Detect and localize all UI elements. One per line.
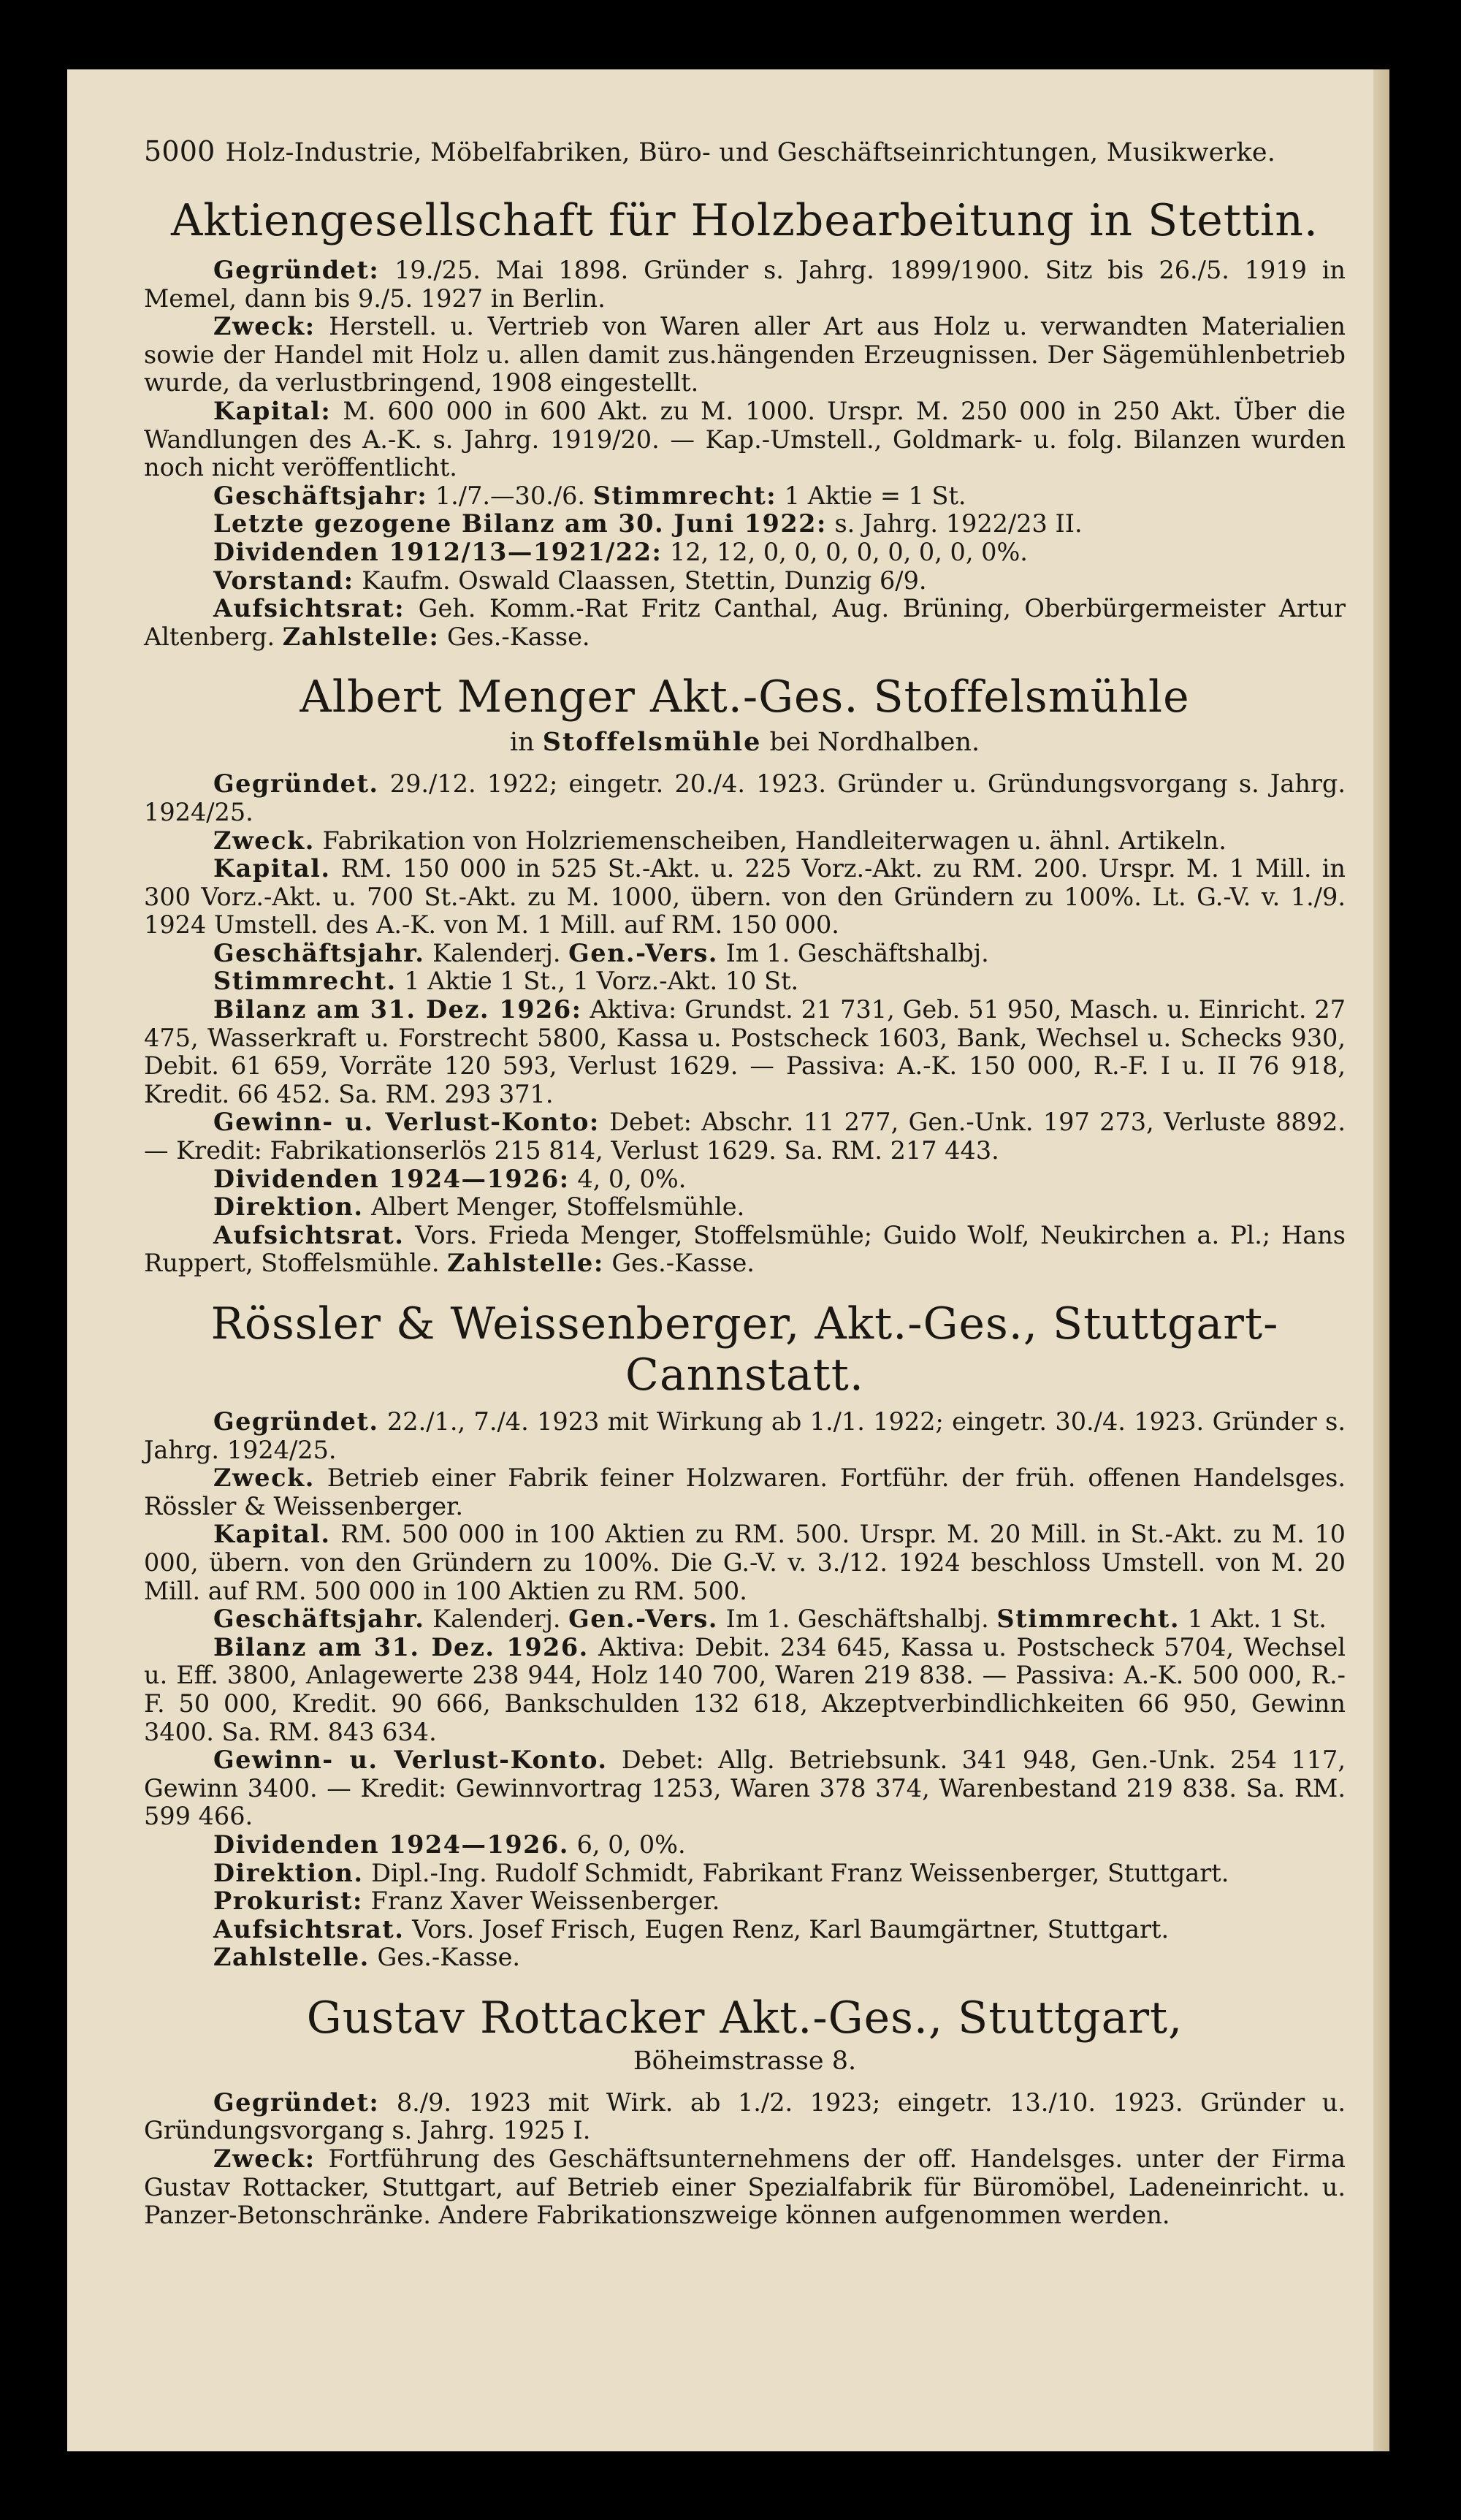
entry-paragraph	[144, 940, 1346, 968]
para-label: Gen.-Vers.	[568, 938, 718, 967]
entry-title: Albert Menger Akt.-Ges. Stoffelsmühle	[300, 671, 1190, 723]
entry-paragraph	[144, 1887, 1346, 1916]
para-text: Debet: Abschr. 11 277, Gen.-Unk. 197 273, Verluste 8892. — Kredit: Fabrikationserlös 215 814, Verlust 1629. Sa. RM. 217 443.	[144, 1108, 1346, 1165]
para-label: Direktion.	[213, 1192, 364, 1222]
entry-paragraph	[144, 567, 1346, 595]
entry-paragraph	[144, 2089, 1346, 2145]
para-label: Direktion.	[213, 1858, 364, 1887]
para-text: Herstell. u. Vertrieb von Waren aller Art aus Holz u. verwandten Materialien sowie der Handel mit Holz u. allen damit zus.hängenden Erzeugnissen. Der Sägemühlenbetrieb wurde, da verlustbringend, 1908 eingestellt.	[144, 312, 1346, 397]
para-label: Zweck:	[213, 2144, 316, 2174]
para-text: Ges.-Kasse.	[603, 1249, 755, 1278]
entry-paragraph	[144, 313, 1346, 397]
para-label: Gewinn- u. Verlust-Konto:	[213, 1108, 600, 1137]
entry-paragraph	[144, 1634, 1346, 1746]
para-label: Geschäftsjahr.	[213, 1604, 425, 1634]
para-label: Gegründet:	[213, 256, 380, 284]
location-prefix: in	[509, 728, 543, 758]
location-place: Böheimstrasse 8.	[633, 2046, 857, 2076]
para-label: Dividenden 1924—1926:	[213, 1164, 570, 1193]
para-text: Aktiva: Debit. 234 645, Kassa u. Postscheck 5704, Wechsel u. Eff. 3800, Anlagewerte 238 944, Holz 140 700, Waren 219 838. — Passiva: A.-K. 500 000, R.-F. 50 000, Kredit. 90 666, Bankschulden 132 618, Akzeptverbindlichkeiten 66 950, Gewinn 3400. Sa. RM. 843 634.	[144, 1632, 1346, 1746]
entry-paragraph	[144, 1408, 1346, 1464]
entry-paragraph	[144, 538, 1346, 567]
para-text: 1./7.—30./6.	[427, 481, 593, 510]
entry-paragraph	[144, 1944, 1346, 1972]
para-text: Fortführung des Geschäftsunternehmens der off. Handelsges. unter der Firma Gustav Rottacker, Stuttgart, auf Betrieb einer Spezialfabrik für Büromöbel, Ladeneinricht. u. Panzer-Betonschränke. Andere Fabrikationszweige können aufgenommen werden.	[144, 2144, 1346, 2230]
entry-paragraph	[144, 1165, 1346, 1194]
entry-title: Gustav Rottacker Akt.-Ges., Stuttgart,	[306, 1992, 1183, 2044]
para-label: Geschäftsjahr.	[213, 938, 425, 967]
page-number: 5000	[144, 135, 215, 167]
para-label: Vorstand:	[213, 566, 354, 595]
entry-paragraph	[144, 1520, 1346, 1605]
entry-location	[144, 727, 1346, 757]
para-label: Gegründet:	[213, 2087, 380, 2117]
para-label: Zweck.	[213, 826, 315, 855]
para-label: Letzte gezogene Bilanz am 30. Juni 1922:	[213, 509, 827, 538]
page-content	[144, 135, 1346, 2230]
para-label: Kapital.	[213, 1520, 331, 1549]
entry-paragraph	[144, 1605, 1346, 1634]
para-text: Geh. Komm.-Rat Fritz Canthal, Aug. Brüning, Oberbürgermeister Artur Altenberg.	[144, 594, 1346, 651]
para-label: Geschäftsjahr:	[213, 481, 428, 510]
para-text: Vors. Frieda Menger, Stoffelsmühle; Guido Wolf, Neukirchen a. Pl.; Hans Ruppert, Stoffelsmühle.	[144, 1220, 1346, 1278]
running-header	[144, 135, 1346, 167]
para-text: Kalenderj.	[424, 938, 569, 967]
para-text: 8./9. 1923 mit Wirk. ab 1./2. 1923; eingetr. 13./10. 1923. Gründer u. Gründungsvorgang s. Jahrg. 1925 I.	[144, 2087, 1346, 2145]
entry-paragraph	[144, 2145, 1346, 2230]
para-text: Vors. Josef Frisch, Eugen Renz, Karl Baumgärtner, Stuttgart.	[404, 1914, 1170, 1944]
para-text: Kaufm. Oswald Claassen, Stettin, Dunzig 6/9.	[354, 566, 927, 595]
entry-paragraph	[144, 1746, 1346, 1831]
para-text: 29./12. 1922; eingetr. 20./4. 1923. Gründer u. Gründungsvorgang s. Jahrg. 1924/25.	[144, 769, 1346, 826]
para-label: Aufsichtsrat.	[213, 1914, 405, 1944]
para-label: Stimmrecht.	[213, 967, 397, 996]
para-text: RM. 150 000 in 525 St.-Akt. u. 225 Vorz.-Akt. zu RM. 200. Urspr. M. 1 Mill. in 300 Vorz.-Akt. u. 700 St.-Akt. zu M. 1000, übern. von den Gründern zu 100%. Lt. G.-V. v. 1./9. 1924 Umstell. des A.-K. von M. 1 Mill. auf RM. 150 000.	[144, 854, 1346, 940]
para-text: 4, 0, 0%.	[569, 1164, 687, 1193]
para-label: Gen.-Vers.	[568, 1604, 718, 1634]
para-text: 22./1., 7./4. 1923 mit Wirkung ab 1./1. 1922; eingetr. 30./4. 1923. Gründer s. Jahrg. 1924/25.	[144, 1407, 1346, 1464]
entry-paragraph	[144, 1222, 1346, 1278]
para-text: s. Jahrg. 1922/23 II.	[826, 509, 1083, 538]
para-label: Zweck.	[213, 1463, 315, 1493]
para-label: Dividenden 1912/13—1921/22:	[213, 537, 663, 566]
para-label: Aufsichtsrat:	[213, 594, 405, 623]
para-label: Stimmrecht:	[592, 481, 777, 510]
entry-paragraph	[144, 996, 1346, 1108]
para-label: Bilanz am 31. Dez. 1926:	[213, 995, 582, 1024]
entry-paragraph	[144, 256, 1346, 313]
entry-paragraph	[144, 1916, 1346, 1944]
para-label: Prokurist:	[213, 1887, 363, 1916]
entry-paragraph	[144, 1859, 1346, 1888]
entry-paragraph	[144, 855, 1346, 940]
entry-paragraph	[144, 967, 1346, 996]
para-text: Im 1. Geschäftshalbj.	[717, 1604, 997, 1634]
entry-paragraph	[144, 770, 1346, 826]
para-text: Aktiva: Grundst. 21 731, Geb. 51 950, Masch. u. Einricht. 27 475, Wasserkraft u. Forstrecht 5800, Kassa u. Postscheck 1603, Bank, Wechsel u. Schecks 930, Debit. 61 659, Vorräte 120 593, Verlust 1629. — Passiva: A.-K. 150 000, R.-F. I u. II 76 918, Kredit. 66 452. Sa. RM. 293 371.	[144, 995, 1346, 1108]
para-text: 1 Akt. 1 St.	[1180, 1604, 1327, 1634]
para-text: M. 600 000 in 600 Akt. zu M. 1000. Urspr. M. 250 000 in 250 Akt. Über die Wandlungen des A.-K. s. Jahrg. 1919/20. — Kap.-Umstell., Goldmark- u. folg. Bilanzen wurden noch nicht veröffentlicht.	[144, 396, 1346, 482]
para-label: Kapital:	[213, 396, 332, 425]
para-text: RM. 500 000 in 100 Aktien zu RM. 500. Urspr. M. 20 Mill. in St.-Akt. zu M. 10 000, übern. von den Gründern zu 100%. Die G.-V. v. 3./12. 1924 beschloss Umstell. von M. 20 Mill. auf RM. 500 000 in 100 Aktien zu RM. 500.	[144, 1520, 1346, 1605]
entry-title: Aktiengesellschaft für Holzbearbeitung in Stettin.	[171, 195, 1319, 246]
book-page	[67, 69, 1389, 2451]
page-edge	[1373, 69, 1389, 2451]
entry-paragraph	[144, 1464, 1346, 1520]
para-label: Bilanz am 31. Dez. 1926.	[213, 1632, 589, 1661]
para-text: Debet: Allg. Betriebsunk. 341 948, Gen.-Unk. 254 117, Gewinn 3400. — Kredit: Gewinnvortrag 1253, Waren 378 374, Warenbestand 219 838. Sa. RM. 599 466.	[144, 1746, 1346, 1831]
para-text: 19./25. Mai 1898. Gründer s. Jahrg. 1899/1900. Sitz bis 26./5. 1919 in Memel, dann bis 9./5. 1927 in Berlin.	[144, 256, 1346, 313]
para-text: 6, 0, 0%.	[568, 1830, 686, 1859]
para-label: Aufsichtsrat.	[213, 1220, 405, 1249]
para-text: Fabrikation von Holzriemenscheiben, Handleiterwagen u. ähnl. Artikeln.	[314, 826, 1227, 855]
para-text: Im 1. Geschäftshalbj.	[717, 938, 989, 967]
para-label: Stimmrecht.	[996, 1604, 1180, 1634]
para-label: Kapital.	[213, 854, 331, 883]
entry-paragraph	[144, 397, 1346, 482]
para-label: Zahlstelle:	[447, 1249, 604, 1278]
para-label: Dividenden 1924—1926.	[213, 1830, 569, 1859]
entry-paragraph	[144, 1831, 1346, 1859]
entry-paragraph	[144, 827, 1346, 856]
para-label: Gewinn- u. Verlust-Konto.	[213, 1746, 608, 1775]
para-text: Kalenderj.	[424, 1604, 569, 1634]
para-text: Franz Xaver Weissenberger.	[362, 1887, 720, 1916]
para-label: Zahlstelle:	[282, 622, 440, 651]
para-label: Zweck:	[213, 312, 316, 341]
entry-paragraph	[144, 510, 1346, 538]
location-suffix: bei Nordhalben.	[761, 728, 980, 758]
para-label: Gegründet.	[213, 769, 379, 799]
location-place: Stoffelsmühle	[542, 727, 762, 758]
para-text: 1 Aktie = 1 St.	[777, 481, 966, 510]
para-text: Ges.-Kasse.	[369, 1943, 521, 1972]
para-label: Gegründet.	[213, 1407, 379, 1436]
entry-title: Rössler & Weissenberger, Akt.-Ges., Stuttgart-Cannstatt.	[210, 1298, 1279, 1401]
para-text: 1 Aktie 1 St., 1 Vorz.-Akt. 10 St.	[396, 967, 799, 996]
para-label: Zahlstelle.	[213, 1943, 370, 1972]
para-text: Ges.-Kasse.	[439, 622, 590, 651]
entry-paragraph	[144, 1193, 1346, 1222]
entry-paragraph	[144, 1108, 1346, 1165]
entry-location	[144, 2047, 1346, 2076]
para-text: 12, 12, 0, 0, 0, 0, 0, 0, 0, 0%.	[662, 537, 1028, 566]
para-text: Dipl.-Ing. Rudolf Schmidt, Fabrikant Franz Weissenberger, Stuttgart.	[363, 1858, 1229, 1887]
running-title: Holz-Industrie, Möbelfabriken, Büro- und Geschäftseinrichtungen, Musikwerke.	[225, 138, 1276, 167]
para-text: Albert Menger, Stoffelsmühle.	[363, 1192, 745, 1222]
entry-paragraph	[144, 482, 1346, 511]
entry-paragraph	[144, 595, 1346, 651]
para-text: Betrieb einer Fabrik feiner Holzwaren. Fortführ. der früh. offenen Handelsges. Rössler & Weissenberger.	[144, 1463, 1346, 1520]
